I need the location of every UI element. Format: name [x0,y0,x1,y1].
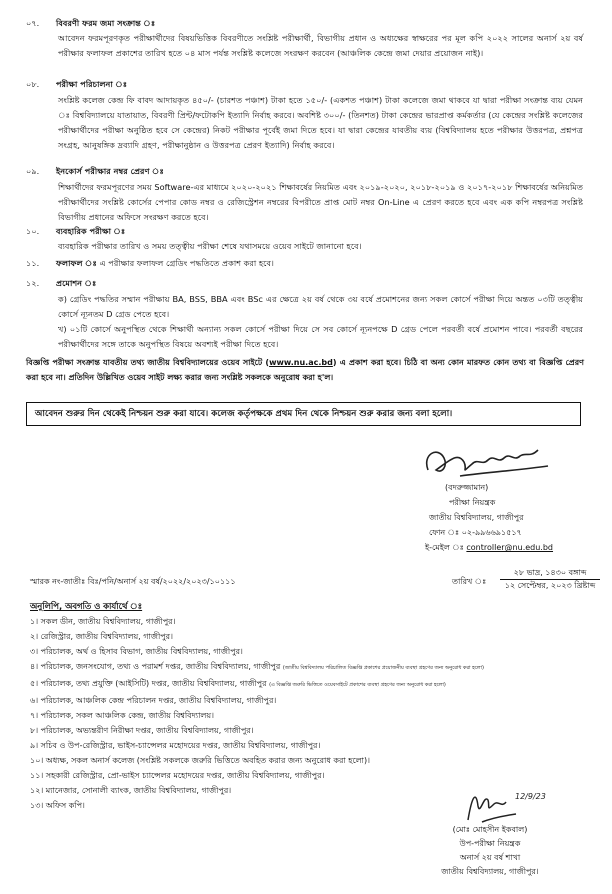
section-12-item-a: ক) গ্রেডিং পদ্ধতির সম্মান পরীক্ষায় BA, BSS, BBA এবং BSc এর ক্ষেত্রে ২য় বর্ষ থেকে ৩য় বর্ষে প্রমোশনের জন্য সকল কোর্সে পরীক্ষা দিয়ে অন্তত ০৩টি তত্ত্বীয় কোর্সে ন্যূনতম D গ্রেড পেতে হবে। [58,294,583,319]
controller-title: পরীক্ষা নিয়ন্ত্রক [449,498,496,507]
memo-date-label: তারিখ ঃ [452,577,487,586]
deputy-signature-date: 12/9/23 [515,792,546,801]
memo-reference: স্মারক নং-জাতীঃ বিঃ/পনি/অনার্স ২য় বর্ষ/২০২২/২০২৩/১০১১১ [30,577,236,586]
cc-item: ১২। ম্যানেজার, সোনালী ব্যাংক, জাতীয় বিশ্ববিদ্যালয়, গাজীপুর। [30,786,232,795]
deputy-title: উপ-পরীক্ষা নিয়ন্ত্রক [459,839,521,848]
section-07-heading: ০৭. বিবরণী ফরম জমা সংক্রান্ত ঃ [26,18,156,28]
section-09-heading: ০৯. ইনকোর্স পরীক্ষার নম্বর প্রেরণ ঃ [26,166,164,176]
cc-item: ৮। পরিচালক, অভ্যন্তরীণ নিরীক্ষা দপ্তর, জাতীয় বিশ্ববিদ্যালয়, গাজীপুর। [30,726,254,735]
deputy-block [425,823,555,879]
cc-item-5: ৫। পরিচালক, তথ্য প্রযুক্তি (আইসিটি) দপ্তর, জাতীয় বিশ্ববিদ্যালয়, গাজীপুর (এ বিজ্ঞপ্তি জরুরি ভিত্তিতে ওয়েবসাইটে প্রকাশের ব্যবস্থা গ্রহণের জন্য অনুরোধ করা হলো) [30,679,446,688]
website-notice: বিজ্ঞপ্তি পরীক্ষা সংক্রান্ত যাবতীয় তথ্য জাতীয় বিশ্ববিদ্যালয়ের ওয়েব সাইটে (www.nu.ac.bd) এ প্রকাশ করা হবে। চিঠি বা অন্য কোন মারফত কোন তথ্য বা বিজ্ঞপ্তি প্রেরণ করা হবে না। প্রতিদিন উল্লিখিত ওয়েব সাইট লক্ষ্য করার জন্য সংশ্লিষ্ট সকলকে অনুরোধ করা হ'ল। [26,358,584,382]
controller-email[interactable]: controller@nu.edu.bd [466,543,554,552]
website-link[interactable]: www.nu.ac.bd [269,358,333,367]
section-12-item-b: খ) ০১টি কোর্সে অনুপস্থিত থেকে শিক্ষার্থী অন্যান্য সকল কোর্সে পরীক্ষা দিয়ে সে সব কোর্সে ন্যূনপক্ষে D গ্রেড পেলে পরবর্তী বর্ষে প্রমোশন পাবে। পরবর্তী বছরের পরীক্ষার্থীদের সঙ্গে তাকে অনুপস্থিত বিষয়ে অবশ্যই পরীক্ষা দিতে হবে। [58,324,583,349]
section-11: ১১. ফলাফল ঃ এ পরীক্ষার ফলাফল গ্রেডিং পদ্ধতিতে প্রকাশ করা হবে। [26,258,274,268]
deputy-org: জাতীয় বিশ্ববিদ্যালয়, গাজীপুর। [441,867,539,876]
cc-item: ৩। পরিচালক, অর্থ ও হিসাব বিভাগ, জাতীয় বিশ্ববিদ্যালয়, গাজীপুর। [30,647,243,656]
cc-item: ৯। সচিব ও উপ-রেজিস্ট্রার, ভাইস-চ্যান্সেলর মহোদয়ের দপ্তর, জাতীয় বিশ্ববিদ্যালয়, গাজীপুর। [30,741,321,750]
cc-list [30,614,484,813]
memo-date [500,567,600,592]
cc-item: ১১। সহকারী রেজিস্ট্রার, প্রো-ভাইস চ্যান্সেলর মহোদয়ের দপ্তর, জাতীয় বিশ্ববিদ্যালয়, গাজীপুর। [30,771,325,780]
section-07-text: আবেদন ফরমপূরণকৃত পরীক্ষার্থীদের বিষয়ভিত্তিক বিবরণীতে সংশ্লিষ্ট পরীক্ষার্থী, বিভাগীয় প্রধান ও অধ্যক্ষের স্বাক্ষরের পর মূল কপি ২০২২ সালের অনার্স ২য় বর্ষ পরীক্ষার ফলাফল প্রকাশের তারিখ হতে ০৪ মাস পর্যন্ত সংশ্লিষ্ট কলেজে সংরক্ষণ করবেন (আঞ্চলিক কেন্দ্রে জমা দেয়ার প্রয়োজন নাই)। [58,33,583,58]
cc-item: ১৩। অফিস কপি। [30,801,85,810]
cc-item: ২। রেজিস্ট্রার, জাতীয় বিশ্ববিদ্যালয়, গাজীপুর। [30,632,173,641]
cc-item: ৬। পরিচালক, আঞ্চলিক কেন্দ্র পরিচালন দপ্তর, জাতীয় বিশ্ববিদ্যালয়, গাজীপুর। [30,696,277,705]
controller-name: (বদরুজ্জামান) [445,483,489,492]
section-10-text: ব্যবহারিক পরীক্ষার তারিখ ও সময় তত্ত্বীয় পরীক্ষা শেষে যথাসময়ে ওয়েব সাইটে জানানো হবে। [58,241,362,251]
memo-date-bangla: ২৮ ভাদ্র, ১৪৩০ বঙ্গাব্দ [500,567,600,580]
boxed-notice: আবেদন শুরুর দিন থেকেই নিশ্চয়ন শুরু করা যাবে। কলেজ কর্তৃপক্ষকে প্রথম দিন থেকে নিশ্চয়ন শুরু করার জন্য বলা হলো। [26,402,581,426]
controller-signature [420,440,555,482]
cc-item: ১। সকল ডীন, জাতীয় বিশ্ববিদ্যালয়, গাজীপুর। [30,617,176,626]
deputy-name: (মোঃ মোহসীন ইকবাল) [452,825,528,834]
controller-block [425,480,595,555]
deputy-section: অনার্স ২য় বর্ষ শাখা [459,853,521,862]
controller-org: জাতীয় বিশ্ববিদ্যালয়, গাজীপুর [429,513,524,522]
cc-title: অনুলিপি, অবগতি ও কার্যার্থে ঃ [30,601,143,611]
deputy-signature [462,786,522,826]
controller-email-row: ই-মেইল ঃ controller@nu.edu.bd [425,543,554,552]
section-08-text: সংশ্লিষ্ট কলেজ কেন্দ্র ফি বাবদ আদায়কৃত ৪৫০/- (চারশত পঞ্চাশ) টাকা হতে ১৫০/- (একশত পঞ্চাশ) টাকা কলেজে জমা থাকবে যা দ্বারা পরীক্ষা সংক্রান্ত ব্যয় যেমন ঃ বিশ্ববিদ্যালয়ে যাতায়াত, বিবরণী প্রিন্ট/ফটোকপি ইত্যাদি নির্বাহ করবে। অবশিষ্ট ৩০০/- (তিনশত) টাকা কেন্দ্রের ভারপ্রাপ্ত কর্মকর্তার (যে কেন্দ্রের সংশ্লিষ্ট কলেজের পরীক্ষার্থীদের পরীক্ষা অনুষ্ঠিত হবে সে কেন্দ্রের) নিকট পরীক্ষার পূর্বেই জমা দিতে হবে। যা দ্বারা কেন্দ্রের যাবতীয় ব্যয় (বিশ্ববিদ্যালয় হতে পরীক্ষার উত্তরপত্র, প্রশ্নপত্র সংগ্রহ, আনুষঙ্গিক দ্রব্যাদি গ্রহণ, পরীক্ষানুষ্ঠান ও উত্তরপত্র প্রেরণ ইত্যাদি) নির্বাহ করবে। [58,95,583,150]
cc-item-4: ৪। পরিচালক, জনসংযোগ, তথ্য ও পরামর্শ দপ্তর, জাতীয় বিশ্ববিদ্যালয়, গাজীপুর (জাতীয় বিশ্ববিদ্যালয় পরিচালিত বিজ্ঞপ্তি প্রকাশের প্রয়োজনীয় ব্যবস্থা গ্রহণের জন্য অনুরোধ করা হলো) [30,662,484,671]
section-08-heading: ০৮. পরীক্ষা পরিচালনা ঃ [26,79,128,89]
section-10-heading: ১০. ব্যবহারিক পরীক্ষা ঃ [26,226,126,236]
controller-phone: ফোন ঃ ০২-৯৯৬৬৯১৫১৭ [429,528,522,537]
cc-item: ৭। পরিচালক, সকল আঞ্চলিক কেন্দ্র, জাতীয় বিশ্ববিদ্যালয়। [30,711,214,720]
memo-date-english: ১২ সেপ্টেম্বর, ২০২৩ খ্রিষ্টাব্দ [504,581,596,590]
section-09-text: শিক্ষার্থীদের ফরমপূরণের সময় Software-এর মাধ্যমে ২০২০-২০২১ শিক্ষাবর্ষের নিয়মিত এবং ২০১৯-২০২০, ২০১৮-২০১৯ ও ২০১৭-২০১৮ শিক্ষাবর্ষের অনিয়মিত পরীক্ষার্থীদের সংশ্লিষ্ট কোর্সের পেপার কোড নম্বর ও রেজিস্ট্রেশন নম্বরের বিপরীতে প্রাপ্ত মোট নম্বর On-Line এ প্রেরণ করতে হবে এবং এক কপি নম্বরপত্র সংশ্লিষ্ট বিভাগীয় প্রধানের অফিসে সংরক্ষণ করতে হবে। [58,182,583,222]
cc-item: ১০। অধ্যক্ষ, সকল অনার্স কলেজ (সংশ্লিষ্ট সকলকে জরুরি ভিত্তিতে অবহিত করার জন্য অনুরোধ করা হলো)। [30,756,370,765]
section-12-heading: ১২. প্রমোশন ঃ [26,278,97,288]
